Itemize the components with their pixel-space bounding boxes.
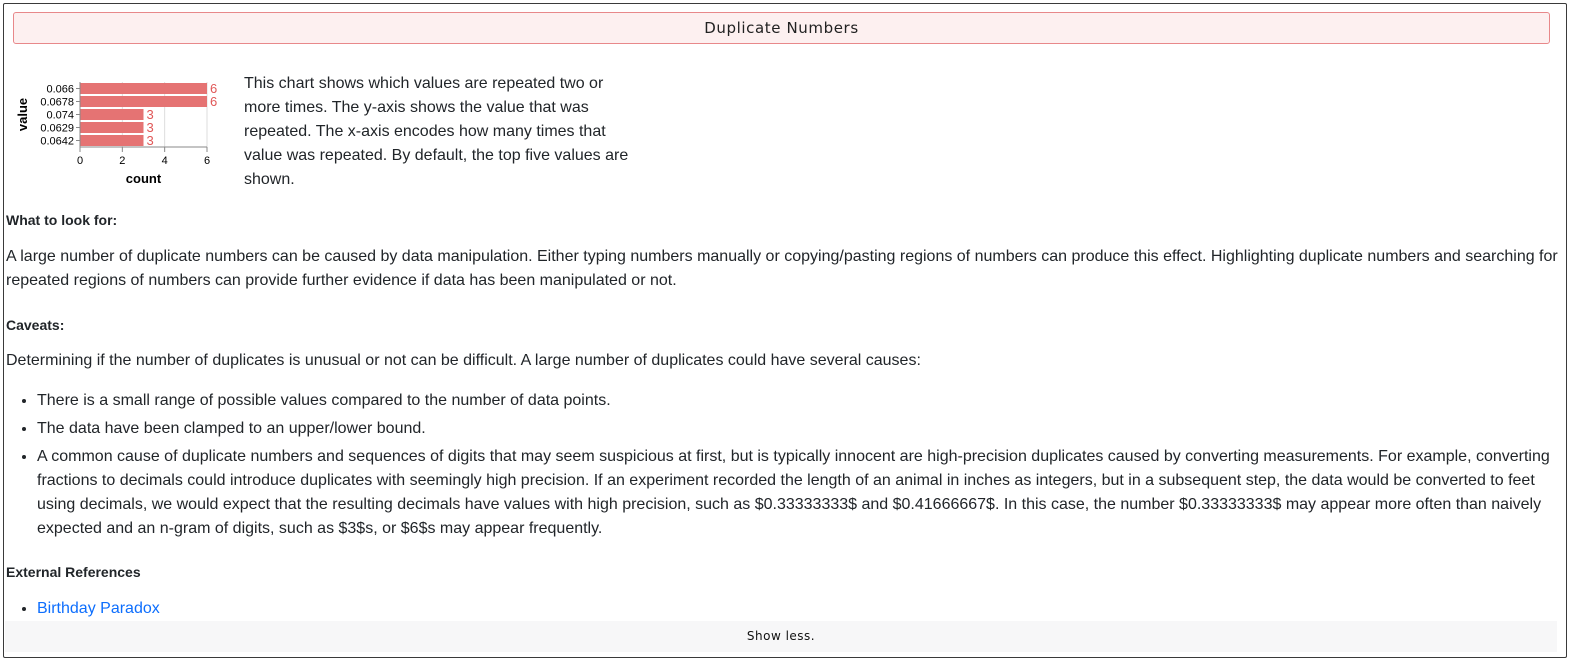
- y-tick-label: 0.074: [46, 109, 74, 122]
- duplicates-bar-chart: [10, 74, 230, 192]
- y-tick-label: 0.0629: [40, 122, 74, 135]
- look-for-text: A large number of duplicate numbers can be caused by data manipulation. Either typing numbers manually or copying/pasting regions of numbers can produce this effect. Highlighting duplicate numbers and searching for repeated regions of numbers can provide further evidence if data has been manipulated or not.: [6, 248, 1558, 289]
- caveats-list: [6, 389, 1562, 545]
- y-tick-label: 0.0642: [40, 135, 74, 148]
- caveats-intro: Determining if the number of duplicates is unusual or not can be difficult. A large number of duplicates could have several causes:: [6, 352, 921, 369]
- list-item: [37, 597, 637, 621]
- x-tick-label: 4: [161, 155, 168, 167]
- y-tick-label: 0.0678: [40, 96, 74, 109]
- chart-description: This chart shows which values are repeated two or more times. The y-axis shows the value that was repeated. The x-axis encodes how many times that value was repeated. By default, the top five values are shown.: [244, 75, 629, 188]
- bar-value-label: 3: [146, 107, 154, 122]
- x-tick-label: 6: [203, 155, 211, 167]
- bar-value-label: 3: [146, 133, 154, 148]
- x-axis-title: count: [125, 171, 162, 186]
- list-item: • There is a small range of possible values compared to the number of data points.: [37, 389, 1562, 413]
- show-less-toggle[interactable]: Show less.: [5, 621, 1557, 652]
- bar-value-label: 3: [146, 120, 154, 135]
- bar: [80, 96, 207, 107]
- section-title: Duplicate Numbers: [13, 12, 1550, 44]
- y-axis-title: value: [15, 97, 30, 132]
- list-item: • The data have been clamped to an upper/lower bound.: [37, 417, 1562, 441]
- bar: [80, 109, 144, 120]
- bar-value-label: 6: [210, 81, 218, 96]
- x-tick-label: 0: [76, 155, 84, 167]
- x-tick-label: 2: [119, 155, 126, 167]
- bar: [80, 122, 144, 133]
- bar-value-label: 6: [210, 94, 218, 109]
- look-for-heading: What to look for:: [6, 212, 118, 228]
- bar: [80, 83, 207, 94]
- birthday-paradox-link[interactable]: Birthday Paradox: [37, 600, 160, 617]
- bar: [80, 135, 144, 146]
- y-tick-label: 0.066: [46, 83, 74, 96]
- panel-frame: [3, 3, 1567, 658]
- caveats-heading: Caveats:: [6, 317, 65, 333]
- list-item: • A common cause of duplicate numbers and sequences of digits that may seem suspicious at first, but is typically innocent are high-precision duplicates caused by converting measurements. For example, converting fractions to decimals could introduce duplicates with seemingly high precision. If an experiment recorded the length of an animal in inches as integers, but in a subsequent step, the data would be converted to feet using decimals, we would expect that the resulting decimals have values with high precision, such as $0.33333333$ and $0.41666667$. In this case, the number $0.33333333$ may appear more often than naively expected and an n-gram of digits, such as $3$s, or $6$s may appear frequently.: [37, 445, 1562, 541]
- references-heading: External References: [6, 564, 141, 580]
